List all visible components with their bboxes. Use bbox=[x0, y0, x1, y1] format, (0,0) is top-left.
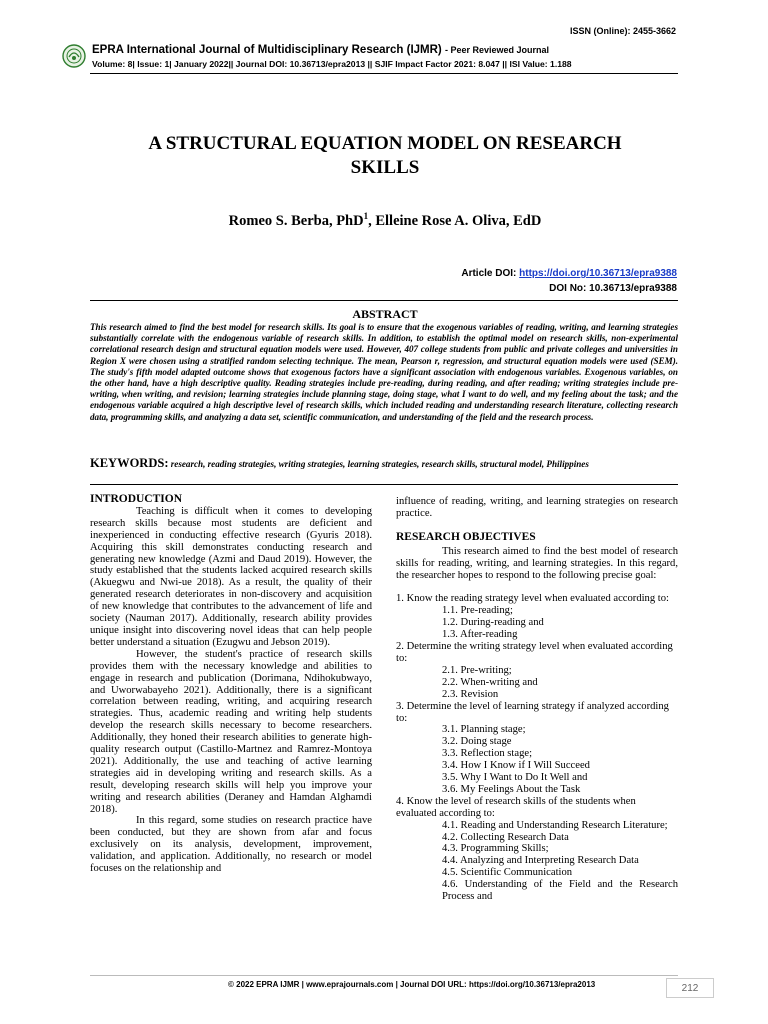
intro-paragraph-1: Teaching is difficult when it comes to developing research skills because most students are deficient and inexperienced in conducting effective research (Gyuris 2018). Acquiring this skill demonstrates conducting research and generating new knowledge (Azmi and Daud 2019). However, the study established that the students lacked acquired research skills (Akuegwu and Nwi-ue 2018). As a result, the quality of their generated research deteriorates in non-discovery and acquisition of new knowledge that contributes to the advancement of life and society (Nauman 2017). Additionally, research ability provides unique insight into discovering novel ideas that can help people better understand a situation (Ezugwu and Jebson 2019). bbox=[90, 505, 372, 648]
objective-1: 1. Know the reading strategy level when evaluated according to: bbox=[396, 593, 669, 605]
article-doi-link[interactable]: https://doi.org/10.36713/epra9388 bbox=[519, 268, 677, 279]
authors bbox=[90, 211, 680, 230]
objective-2-1: 2.1. Pre-writing; bbox=[442, 664, 512, 676]
footer-divider bbox=[90, 975, 678, 976]
keywords bbox=[90, 458, 678, 470]
objective-4-3: 4.3. Programming Skills; bbox=[442, 843, 549, 855]
keywords-divider bbox=[90, 484, 678, 485]
objective-4-2: 4.2. Collecting Research Data bbox=[442, 831, 569, 843]
objective-4-6: 4.6. Understanding of the Field and the Research Process and bbox=[442, 879, 678, 903]
objective-3: 3. Determine the level of learning strategy if analyzed according to: bbox=[396, 700, 669, 724]
abstract-heading: ABSTRACT bbox=[352, 307, 418, 321]
article-doi bbox=[461, 268, 677, 279]
author-1-affiliation: 1 bbox=[363, 211, 369, 221]
journal-name bbox=[92, 44, 549, 56]
objective-4-1: 4.1. Reading and Understanding Research Literature; bbox=[442, 819, 668, 831]
article-doi-label: Article DOI: bbox=[461, 268, 520, 279]
issn-line: ISSN (Online): 2455-3662 bbox=[569, 26, 676, 36]
journal-title: EPRA International Journal of Multidisciplinary Research (IJMR) bbox=[92, 44, 442, 56]
introduction-heading: INTRODUCTION bbox=[90, 493, 183, 505]
objectives-list bbox=[396, 593, 678, 903]
objective-1-2: 1.2. During-reading and bbox=[442, 617, 544, 629]
objective-2-3: 2.3. Revision bbox=[442, 688, 499, 700]
objectives-intro: This research aimed to find the best model of research skills for reading, writing, and learning strategies. In this regard, the researcher hopes to respond to the following precise goal: bbox=[396, 545, 678, 581]
intro-paragraph-3: In this regard, some studies on research practice have been conducted, but they are shown from afar and focus exclusively on its analysis, development, improvement, validation, and application. Additionally, no research or model focuses on the relationship and bbox=[90, 815, 372, 875]
objective-4: 4. Know the level of research skills of the students when evaluated according to: bbox=[396, 795, 636, 819]
left-column bbox=[90, 494, 372, 875]
objective-3-5: 3.5. Why I Want to Do It Well and bbox=[442, 772, 588, 784]
intro-continuation: influence of reading, writing, and learning strategies on research practice. bbox=[396, 496, 678, 519]
doi-number: DOI No: 10.36713/epra9388 bbox=[549, 283, 677, 294]
paper-title bbox=[90, 132, 680, 180]
title-line-1: A STRUCTURAL EQUATION MODEL ON RESEARCH bbox=[148, 133, 622, 154]
objective-3-4: 3.4. How I Know if I Will Succeed bbox=[442, 760, 590, 772]
objective-1-1: 1.1. Pre-reading; bbox=[442, 605, 513, 617]
objective-3-3: 3.3. Reflection stage; bbox=[442, 748, 533, 760]
peer-reviewed-label: - Peer Reviewed Journal bbox=[444, 45, 549, 55]
doi-divider bbox=[90, 300, 678, 301]
objective-1-3: 1.3. After-reading bbox=[442, 629, 518, 641]
footer-text: © 2022 EPRA IJMR | www.eprajournals.com | Journal DOI URL: https://doi.org/10.36713/epra2013 bbox=[228, 980, 596, 989]
page-number: 212 bbox=[666, 978, 714, 998]
title-line-2: SKILLS bbox=[350, 157, 420, 178]
right-column bbox=[396, 496, 678, 903]
keywords-label: KEYWORDS: bbox=[90, 456, 169, 470]
objective-3-2: 3.2. Doing stage bbox=[442, 736, 512, 748]
objective-3-1: 3.1. Planning stage; bbox=[442, 724, 526, 736]
research-objectives-heading: RESEARCH OBJECTIVES bbox=[396, 530, 536, 543]
abstract-text: This research aimed to find the best model for research skills. Its goal is to ensure that the exogenous variables of reading, writing, and learning strategies substantially correlate with the endogenous variable of research skills. In addition, to establish the optimal model on research skills, non-experimental correlational research design and structural equation models were used. However, 407 college students from public and private colleges and universities in Region X were chosen using a stratified random selecting technique. The mean, Pearson r, regression, and structural equation models were used (SEM). The study's fifth model adapted outcome shows that exogenous factors have a significant association with endogenous variables. Exogenous variables, on the other hand, have a high descriptive quality. Reading strategies include pre-reading, during reading, and after reading; writing strategies include pre-writing, when writing, and revision; learning strategies include planning stage, doing stage, what I want to do well, and my feeling about the task; and the endogenous variable acquired a high descriptive level of research skills, which included reading and understanding research literature, collecting research data, programming skills, and analyzing a data set, scientific communication, and understanding of the field and the research process. bbox=[90, 322, 678, 422]
epra-logo-icon bbox=[62, 44, 86, 68]
objective-2-2: 2.2. When-writing and bbox=[442, 676, 538, 688]
volume-line: Volume: 8| Issue: 1| January 2022|| Journal DOI: 10.36713/epra2013 || SJIF Impact Factor 2021: 8.047 || ISI Value: 1.188 bbox=[92, 59, 572, 69]
objective-4-5: 4.5. Scientific Communication bbox=[442, 867, 573, 879]
keywords-text: research, reading strategies, writing strategies, learning strategies, research skills, structural model, Philippines bbox=[168, 459, 589, 469]
objective-3-6: 3.6. My Feelings About the Task bbox=[442, 783, 581, 795]
author-2: , Elleine Rose A. Oliva, EdD bbox=[368, 212, 542, 229]
objective-4-4: 4.4. Analyzing and Interpreting Research Data bbox=[442, 855, 639, 867]
header-divider bbox=[90, 73, 678, 74]
intro-paragraph-2: However, the student's practice of research skills provides them with the necessary knowledge and abilities to engage in research and publication (Dorimana, Ndihokubwayo, and Uworwabayeho 2021). Additionally, there is a significant correlation between reading, writing, and acquiring research strategies. Thus, academic reading and writing help students develop the research skills necessary to become researchers. Additionally, they honed their research abilities to generate high-quality research output (Castillo-Martnez and Ramrez-Montoya 2021). Additionally, the use and teaching of active learning strategies aid in developing writing and research skills. As a result, developing research skills will help you improve your writing and research abilities (Deraney and Hamdan Alghamdi 2018). bbox=[90, 648, 372, 815]
author-1: Romeo S. Berba, PhD bbox=[228, 212, 364, 229]
objective-2: 2. Determine the writing strategy level when evaluated according to: bbox=[396, 641, 673, 664]
